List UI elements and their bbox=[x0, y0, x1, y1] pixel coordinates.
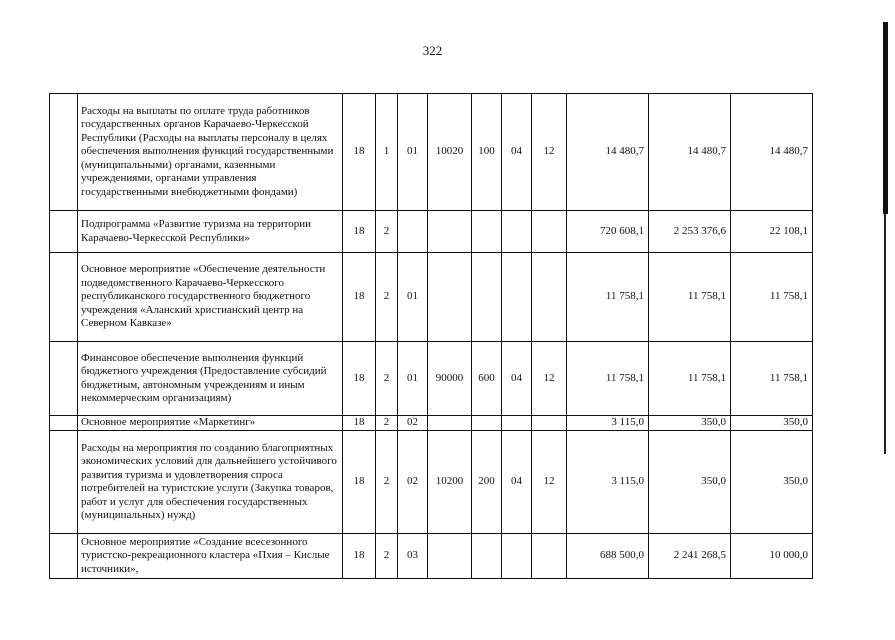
amount-cell: 10 000,0 bbox=[731, 534, 813, 579]
amount-cell: 22 108,1 bbox=[731, 211, 813, 253]
code-cell: 01 bbox=[398, 94, 428, 211]
code-cell: 02 bbox=[398, 416, 428, 431]
amount-cell: 3 115,0 bbox=[567, 431, 649, 534]
code-cell: 200 bbox=[472, 431, 502, 534]
code-cell: 12 bbox=[532, 342, 567, 416]
row-name: Расходы на выплаты по оплате труда работников государственных органов Карачаево-Черкесской Республики (Расходы на выплаты персоналу в целях обеспечения выполнения функций государственными (муниципальными) органами, казенными учреждениями, органами управления государственными внебюджетными фондами) bbox=[78, 94, 343, 211]
code-cell bbox=[532, 416, 567, 431]
amount-cell: 350,0 bbox=[649, 431, 731, 534]
code-cell: 18 bbox=[343, 342, 376, 416]
code-cell: 18 bbox=[343, 416, 376, 431]
row-name: Основное мероприятие «Маркетинг» bbox=[78, 416, 343, 431]
code-cell: 04 bbox=[502, 431, 532, 534]
amount-cell: 2 241 268,5 bbox=[649, 534, 731, 579]
amount-cell: 11 758,1 bbox=[731, 253, 813, 342]
code-cell bbox=[472, 253, 502, 342]
code-cell bbox=[502, 211, 532, 253]
code-cell: 10200 bbox=[428, 431, 472, 534]
code-cell bbox=[532, 253, 567, 342]
amount-cell: 11 758,1 bbox=[649, 342, 731, 416]
code-cell: 2 bbox=[376, 431, 398, 534]
code-cell bbox=[472, 534, 502, 579]
code-cell: 04 bbox=[502, 94, 532, 211]
table-row bbox=[50, 342, 813, 416]
amount-cell: 11 758,1 bbox=[731, 342, 813, 416]
code-cell: 01 bbox=[398, 253, 428, 342]
amount-cell: 14 480,7 bbox=[567, 94, 649, 211]
scan-edge-shadow bbox=[883, 22, 888, 214]
code-cell bbox=[472, 416, 502, 431]
row-name: Расходы на мероприятия по созданию благоприятных экономических условий для дальнейшего устойчивого развития туризма и удовлетворения спроса потребителей на туристские услуги (Закупка товаров, работ и услуг для обеспечения государственных (муниципальных) нужд) bbox=[78, 431, 343, 534]
code-cell: 18 bbox=[343, 94, 376, 211]
table-row bbox=[50, 253, 813, 342]
amount-cell: 11 758,1 bbox=[649, 253, 731, 342]
code-cell: 90000 bbox=[428, 342, 472, 416]
amount-cell: 11 758,1 bbox=[567, 253, 649, 342]
code-cell: 600 bbox=[472, 342, 502, 416]
table-body bbox=[50, 94, 813, 579]
code-cell bbox=[502, 534, 532, 579]
amount-cell: 2 253 376,6 bbox=[649, 211, 731, 253]
code-cell: 2 bbox=[376, 253, 398, 342]
code-cell: 18 bbox=[343, 253, 376, 342]
code-cell: 12 bbox=[532, 431, 567, 534]
code-cell bbox=[502, 253, 532, 342]
budget-table bbox=[49, 93, 813, 579]
code-cell: 10020 bbox=[428, 94, 472, 211]
amount-cell: 350,0 bbox=[649, 416, 731, 431]
indent-cell bbox=[50, 253, 78, 342]
code-cell: 01 bbox=[398, 342, 428, 416]
code-cell bbox=[428, 534, 472, 579]
amount-cell: 14 480,7 bbox=[731, 94, 813, 211]
page-number: 322 bbox=[422, 43, 443, 58]
amount-cell: 14 480,7 bbox=[649, 94, 731, 211]
code-cell: 04 bbox=[502, 342, 532, 416]
code-cell bbox=[472, 211, 502, 253]
code-cell bbox=[502, 416, 532, 431]
amount-cell: 688 500,0 bbox=[567, 534, 649, 579]
indent-cell bbox=[50, 342, 78, 416]
amount-cell: 3 115,0 bbox=[567, 416, 649, 431]
code-cell: 02 bbox=[398, 431, 428, 534]
amount-cell: 350,0 bbox=[731, 416, 813, 431]
amount-cell: 11 758,1 bbox=[567, 342, 649, 416]
row-name: Основное мероприятие «Создание всесезонного туристско-рекреационного кластера «Пхия – Кислые источники», bbox=[78, 534, 343, 579]
code-cell bbox=[428, 211, 472, 253]
code-cell: 2 bbox=[376, 342, 398, 416]
code-cell bbox=[532, 211, 567, 253]
table-row bbox=[50, 211, 813, 253]
table-row bbox=[50, 431, 813, 534]
code-cell bbox=[398, 211, 428, 253]
code-cell: 100 bbox=[472, 94, 502, 211]
indent-cell bbox=[50, 94, 78, 211]
code-cell: 03 bbox=[398, 534, 428, 579]
code-cell: 12 bbox=[532, 94, 567, 211]
scan-edge-shadow-lower bbox=[884, 214, 886, 454]
code-cell: 2 bbox=[376, 416, 398, 431]
code-cell: 2 bbox=[376, 534, 398, 579]
code-cell: 18 bbox=[343, 211, 376, 253]
code-cell bbox=[532, 534, 567, 579]
code-cell: 1 bbox=[376, 94, 398, 211]
row-name: Подпрограмма «Развитие туризма на территории Карачаево-Черкесской Республики» bbox=[78, 211, 343, 253]
code-cell bbox=[428, 416, 472, 431]
amount-cell: 350,0 bbox=[731, 431, 813, 534]
row-name: Основное мероприятие «Обеспечение деятельности подведомственного Карачаево-Черкесского республиканского государственного бюджетного учреждения «Аланский христианский центр на Северном Кавказе» bbox=[78, 253, 343, 342]
code-cell: 18 bbox=[343, 534, 376, 579]
table-row bbox=[50, 94, 813, 211]
code-cell: 2 bbox=[376, 211, 398, 253]
table-row bbox=[50, 534, 813, 579]
row-name: Финансовое обеспечение выполнения функций бюджетного учреждения (Предоставление субсидий бюджетным, автономным учреждениям и иным некоммерческим организациям) bbox=[78, 342, 343, 416]
indent-cell bbox=[50, 431, 78, 534]
indent-cell bbox=[50, 211, 78, 253]
code-cell bbox=[428, 253, 472, 342]
indent-cell bbox=[50, 416, 78, 431]
code-cell: 18 bbox=[343, 431, 376, 534]
indent-cell bbox=[50, 534, 78, 579]
amount-cell: 720 608,1 bbox=[567, 211, 649, 253]
table-row bbox=[50, 416, 813, 431]
